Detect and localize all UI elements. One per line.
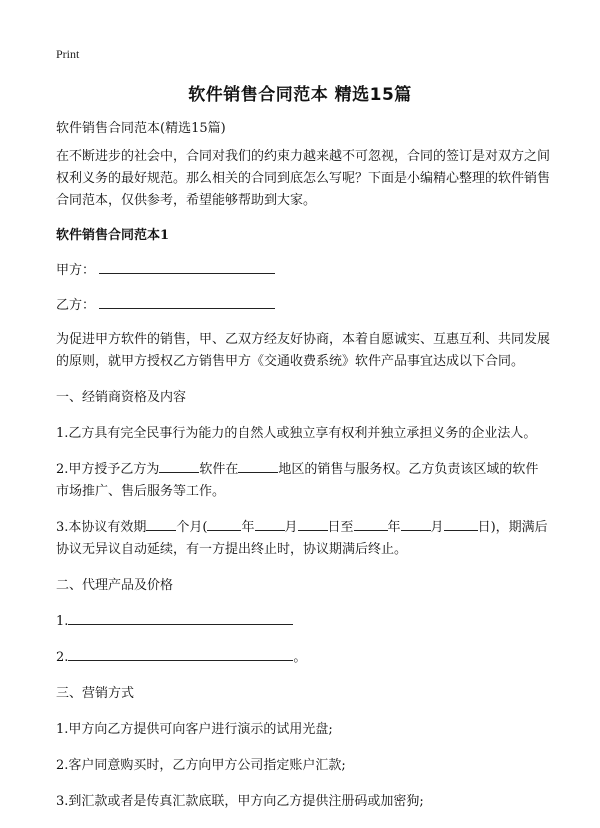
fill-blank [68,611,293,625]
section-2-item-2 [56,647,550,669]
text-segment: 软件在 [199,462,239,477]
fill-blank [146,517,176,531]
fill-blank [255,517,285,531]
print-label: Print [56,47,80,61]
party-b-blank [99,294,275,309]
text-segment: 日)，期满后协议无异议自动延续，有一方提出终止时，协议期满后终止。 [56,520,548,557]
party-b-line [56,294,550,317]
fill-blank [238,459,278,473]
preamble-paragraph: 为促进甲方软件的销售，甲、乙双方经友好协商，本着自愿诚实、互惠互利、共同发展的原则，就甲方授权乙方销售甲方《交通收费系统》软件产品事宜达成以下合同。 [56,332,551,369]
document-title: 软件销售合同范本 精选15篇 [188,85,412,105]
text-segment: 年 [387,520,401,535]
party-a-blank [99,259,275,274]
document-subtitle: 软件销售合同范本(精选15篇) [56,121,226,136]
fill-blank [207,517,241,531]
fill-blank [444,517,478,531]
party-b-label: 乙方： [56,298,96,313]
text-segment: 2.甲方授予乙方为 [56,462,160,477]
fill-blank [159,459,199,473]
item-number: 2. [56,650,69,665]
section-3-item-3: 3.到汇款或者是传真汇款底联，甲方向乙方提供注册码或加密狗; [56,794,424,809]
fill-blank [298,517,328,531]
intro-paragraph: 在不断进步的社会中，合同对我们的约束力越来越不可忽视，合同的签订是对双方之间权利义务的最好规范。那么相关的合同到底怎么写呢？下面是小编精心整理的软件销售合同范本，仅供参考，希望能够帮助到大家。 [56,149,551,208]
section-3-title: 三、营销方式 [56,686,135,701]
fill-blank [354,517,388,531]
text-segment: 个月( [176,520,208,535]
party-a-line [56,259,550,282]
section-2-item-1 [56,611,550,633]
section-1-item-3 [56,517,550,561]
text-segment: 。 [293,650,307,665]
fill-blank [68,647,293,661]
text-segment: 3.本协议有效期 [56,520,147,535]
document-body [56,118,550,827]
party-a-label: 甲方： [56,263,96,278]
section-2-title: 二、代理产品及价格 [56,578,174,593]
text-segment: 月 [430,520,444,535]
contract-heading: 软件销售合同范本1 [56,228,170,243]
text-segment: 日至 [327,520,354,535]
text-segment: 地区的销售与服务权。乙方负责该区域的软件市场推广、售后服务等工作。 [56,462,539,499]
section-3-item-1: 1.甲方向乙方提供可向客户进行演示的试用光盘; [56,722,333,737]
section-1-title: 一、经销商资格及内容 [56,390,187,405]
fill-blank [401,517,431,531]
section-3-item-2: 2.客户同意购买时，乙方向甲方公司指定账户汇款; [56,758,346,773]
section-1-item-2 [56,459,550,503]
text-segment: 月 [284,520,298,535]
section-1-item-1: 1.乙方具有完全民事行为能力的自然人或独立享有权利并独立承担义务的企业法人。 [56,426,537,441]
item-number: 1. [56,614,69,629]
text-segment: 年 [241,520,255,535]
